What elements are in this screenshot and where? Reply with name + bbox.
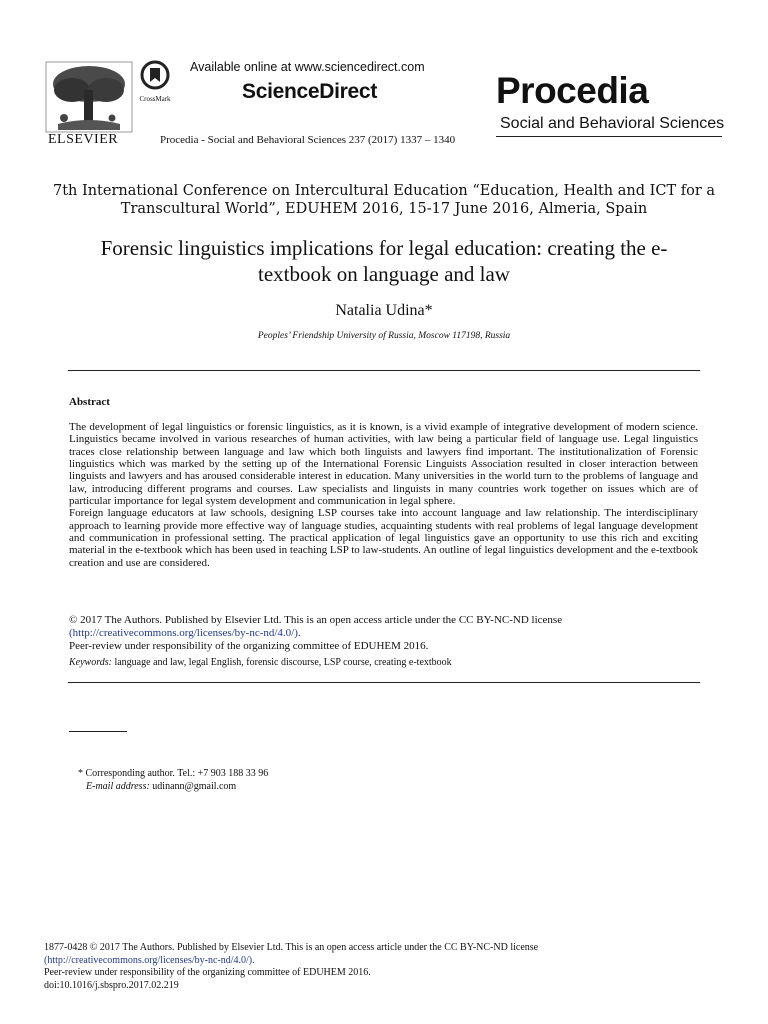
abstract-bottom-rule (68, 682, 700, 683)
bottom-publication-info (44, 942, 538, 992)
available-online: Available online at www.sciencedirect.com (190, 60, 425, 74)
keywords-list: language and law, legal English, forensic discourse, LSP course, creating e-textbook (111, 657, 452, 668)
author-name: Natalia Udina* (335, 302, 433, 319)
crossmark-icon (140, 60, 170, 92)
abstract-paragraph-2: Foreign language educators at law schools, designing LSP courses take into account language and law relationship. The interdisciplinary approach to learning provide more effective way of language studies, acquainting students with real problems of legal language development and communication in professional setting. The practical application of legal linguistics gave an opportunity to use this rich and exciting material in the e-textbook which has been used in teaching LSP to law-students. An outline of legal linguistics development and the e-textbook creation and use are considered. (69, 507, 698, 569)
sciencedirect-brand[interactable]: ScienceDirect (242, 80, 378, 103)
keywords (69, 657, 452, 668)
doi[interactable]: doi:10.1016/j.sbspro.2017.02.219 (44, 979, 179, 991)
email-address[interactable]: udinann@gmail.com (149, 781, 237, 792)
bottom-license-link[interactable]: (http://creativecommons.org/licenses/by-nc-nd/4.0/). (44, 954, 255, 966)
article-title (40, 235, 728, 287)
email-label: E-mail address: (86, 781, 150, 792)
issn-line: 1877-0428 © 2017 The Authors. Published by Elsevier Ltd. This is an open access article under the CC BY-NC-ND license (44, 942, 539, 953)
license-notice (69, 614, 698, 639)
keywords-label: Keywords: (69, 657, 112, 668)
crossmark-badge[interactable] (138, 60, 172, 108)
corresponding-author-footnote (78, 767, 268, 793)
procedia-logo-title: Procedia (496, 70, 649, 111)
conference-line-1: 7th International Conference on Intercultural Education “Education, Health and ICT for a (52, 183, 716, 199)
author-affiliation: Peoples’ Friendship University of Russia, Moscow 117198, Russia (257, 331, 511, 341)
conference-info (40, 182, 728, 218)
peer-review-note: Peer-review under responsibility of the organizing committee of EDUHEM 2016. (69, 640, 429, 652)
bottom-peer-review: Peer-review under responsibility of the organizing committee of EDUHEM 2016. (44, 967, 371, 979)
crossmark-label: CrossMark (139, 95, 171, 103)
footnote-rule (69, 731, 127, 732)
article-title-line-2: textbook on language and law (258, 262, 510, 286)
elsevier-logo (44, 60, 134, 150)
abstract-body (69, 421, 698, 569)
license-text: © 2017 The Authors. Published by Elsevier Ltd. This is an open access article under the CC BY-NC-ND license (69, 614, 563, 626)
license-link[interactable]: (http://creativecommons.org/licenses/by-nc-nd/4.0/). (69, 626, 301, 639)
journal-citation: Procedia - Social and Behavioral Sciences 237 (2017) 1337 – 1340 (160, 134, 456, 146)
corresponding-author-email (78, 780, 268, 793)
procedia-logo-subtitle: Social and Behavioral Sciences (500, 115, 725, 132)
abstract-heading: Abstract (69, 396, 110, 408)
conference-line-2: Transcultural World”, EDUHEM 2016, 15-17 June 2016, Almeria, Spain (120, 201, 648, 217)
article-title-line-1: Forensic linguistics implications for legal education: creating the e- (100, 236, 668, 260)
abstract-top-rule (68, 370, 700, 371)
abstract-paragraph-1: The development of legal linguistics or forensic linguistics, as it is known, is a vivid example of integrative development of modern science. Linguistics became involved in various researches of human activities, with law being a particular field of language use. Legal linguistics traces close relationship between language and law which both linguists and lawyers find important. The institutionalization of Forensic linguistics which was marked by the setting up of the International Forensic Linguists Association resulted in closer interaction between linguists and lawyers and has aroused considerable interest in education. Many universities in the world turn to the problems of language and law, introducing different programs and courses. Law specialists and linguists in many countries work together on issues which are of particular importance for legal system development and communication in legal sphere. (69, 421, 698, 508)
corresponding-author-phone: * Corresponding author. Tel.: +7 903 188 33 96 (78, 768, 269, 779)
procedia-underline (496, 136, 722, 137)
publisher-name: ELSEVIER (48, 132, 119, 147)
